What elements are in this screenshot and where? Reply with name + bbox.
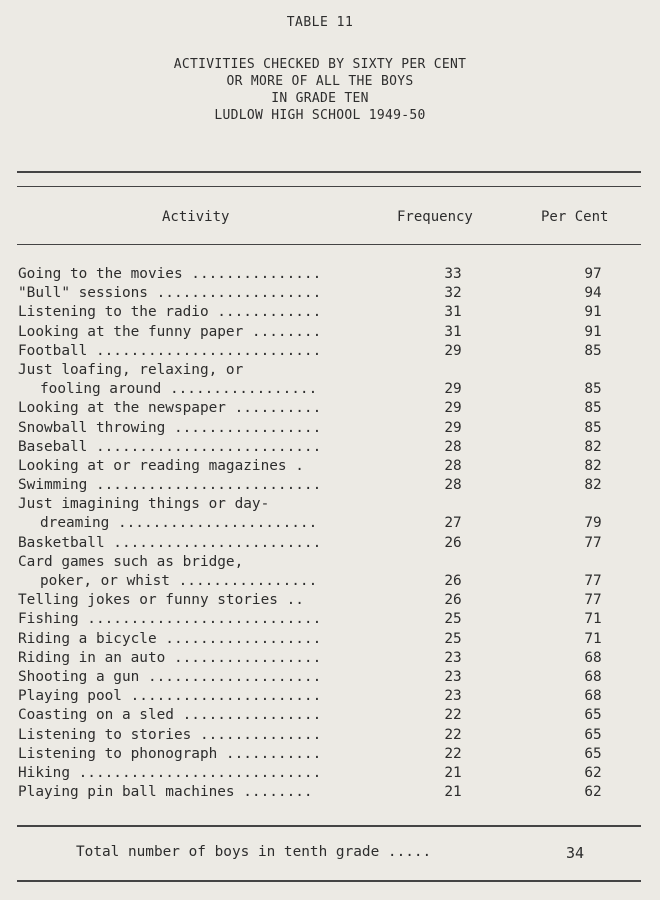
frequency-cell: 29 bbox=[444, 381, 462, 398]
total-label: Total number of boys in tenth grade ..... bbox=[76, 844, 432, 860]
table-row bbox=[18, 323, 638, 342]
activity-cell: Looking at the funny paper ........ bbox=[18, 323, 322, 340]
activity-cell: Riding in an auto ................. bbox=[18, 649, 322, 666]
percent-cell: 82 bbox=[584, 477, 602, 494]
top-rule bbox=[17, 171, 641, 173]
table-row bbox=[18, 438, 638, 457]
table-row bbox=[18, 591, 638, 610]
percent-cell: 91 bbox=[584, 304, 602, 321]
activity-cell: Listening to stories .............. bbox=[18, 726, 322, 743]
activity-cell: "Bull" sessions ................... bbox=[18, 285, 322, 302]
table-row bbox=[18, 745, 638, 764]
table-row bbox=[18, 553, 638, 572]
caption-line: ACTIVITIES CHECKED BY SIXTY PER CENT bbox=[173, 57, 467, 72]
frequency-cell: 33 bbox=[444, 266, 462, 282]
percent-cell: 62 bbox=[584, 764, 602, 781]
frequency-cell: 32 bbox=[444, 285, 462, 302]
table-row bbox=[18, 399, 638, 418]
activity-cell: Baseball .......................... bbox=[18, 438, 322, 455]
activity-cell: Listening to the radio ............ bbox=[18, 304, 322, 321]
table-row bbox=[18, 476, 638, 495]
activity-cell: Fishing ........................... bbox=[18, 611, 322, 628]
activity-cell: Riding a bicycle .................. bbox=[18, 630, 322, 647]
table-row bbox=[18, 265, 638, 284]
activity-cell: fooling around ................. bbox=[40, 381, 318, 398]
percent-cell: 77 bbox=[584, 534, 602, 551]
percent-cell: 85 bbox=[584, 419, 602, 436]
frequency-cell: 29 bbox=[444, 400, 462, 417]
percent-cell: 85 bbox=[584, 381, 602, 398]
frequency-cell: 25 bbox=[444, 611, 462, 628]
frequency-cell: 27 bbox=[444, 515, 462, 532]
table-row bbox=[18, 726, 638, 745]
final-rule bbox=[17, 880, 641, 882]
frequency-cell: 26 bbox=[444, 592, 462, 609]
percent-cell: 65 bbox=[584, 745, 602, 762]
activity-cell: Listening to phonograph ........... bbox=[18, 745, 322, 762]
frequency-cell: 22 bbox=[444, 745, 462, 762]
total-value: 34 bbox=[566, 844, 585, 862]
table-caption bbox=[0, 56, 640, 124]
activity-cell: Football .......................... bbox=[18, 342, 322, 359]
table-row bbox=[18, 284, 638, 303]
percent-cell: 62 bbox=[584, 784, 602, 801]
header-percent: Per Cent bbox=[541, 209, 609, 225]
activity-cell: Coasting on a sled ................ bbox=[18, 707, 322, 724]
table-row bbox=[18, 495, 638, 514]
percent-cell: 65 bbox=[584, 726, 602, 743]
frequency-cell: 29 bbox=[444, 419, 462, 436]
frequency-cell: 28 bbox=[444, 438, 462, 455]
activity-cell: Hiking ............................ bbox=[18, 764, 322, 781]
header-rule bbox=[17, 244, 641, 245]
table-number: TABLE 11 bbox=[286, 15, 354, 30]
activity-cell: Playing pin ball machines ........ bbox=[18, 784, 313, 801]
frequency-cell: 21 bbox=[444, 764, 462, 781]
percent-cell: 85 bbox=[584, 400, 602, 417]
frequency-cell: 31 bbox=[444, 323, 462, 340]
frequency-cell: 26 bbox=[444, 573, 462, 589]
caption-line: LUDLOW HIGH SCHOOL 1949-50 bbox=[214, 108, 426, 123]
activity-cell: Card games such as bridge, bbox=[18, 553, 244, 570]
activity-cell: Looking at the newspaper .......... bbox=[18, 400, 322, 417]
percent-cell: 94 bbox=[584, 285, 602, 302]
activity-cell: Playing pool ...................... bbox=[18, 688, 322, 705]
activity-cell: Basketball ........................ bbox=[18, 534, 322, 551]
table-row bbox=[18, 419, 638, 438]
percent-cell: 91 bbox=[584, 323, 602, 340]
frequency-cell: 25 bbox=[444, 630, 462, 647]
frequency-cell: 31 bbox=[444, 304, 462, 321]
frequency-cell: 22 bbox=[444, 726, 462, 743]
percent-cell: 71 bbox=[584, 611, 602, 628]
table-row bbox=[18, 534, 638, 553]
activity-cell: Looking at or reading magazines . bbox=[18, 457, 304, 474]
table-row bbox=[18, 380, 638, 399]
percent-cell: 82 bbox=[584, 457, 602, 474]
table-body bbox=[18, 265, 638, 802]
header-activity: Activity bbox=[162, 209, 230, 225]
activity-cell: Going to the movies ............... bbox=[18, 266, 322, 282]
percent-cell: 97 bbox=[584, 266, 602, 282]
table-row bbox=[18, 342, 638, 361]
percent-cell: 71 bbox=[584, 630, 602, 647]
frequency-cell: 26 bbox=[444, 534, 462, 551]
frequency-cell: 23 bbox=[444, 688, 462, 705]
activity-cell: poker, or whist ................ bbox=[40, 573, 318, 589]
percent-cell: 65 bbox=[584, 707, 602, 724]
table-row bbox=[18, 361, 638, 380]
percent-cell: 85 bbox=[584, 342, 602, 359]
bottom-rule bbox=[17, 825, 641, 827]
activity-cell: Snowball throwing ................. bbox=[18, 419, 322, 436]
percent-cell: 82 bbox=[584, 438, 602, 455]
table-row bbox=[18, 572, 638, 591]
table-row bbox=[18, 649, 638, 668]
top-rule-second bbox=[17, 186, 641, 187]
percent-cell: 68 bbox=[584, 688, 602, 705]
percent-cell: 68 bbox=[584, 668, 602, 685]
percent-cell: 68 bbox=[584, 649, 602, 666]
caption-line: IN GRADE TEN bbox=[271, 91, 369, 106]
activity-cell: Just loafing, relaxing, or bbox=[18, 361, 244, 378]
header-frequency: Frequency bbox=[397, 209, 473, 225]
percent-cell: 79 bbox=[584, 515, 602, 532]
activity-cell: Swimming .......................... bbox=[18, 477, 322, 494]
frequency-cell: 21 bbox=[444, 784, 462, 801]
frequency-cell: 28 bbox=[444, 477, 462, 494]
frequency-cell: 28 bbox=[444, 457, 462, 474]
frequency-cell: 29 bbox=[444, 342, 462, 359]
table-row bbox=[18, 764, 638, 783]
table-row bbox=[18, 303, 638, 322]
percent-cell: 77 bbox=[584, 573, 602, 589]
frequency-cell: 23 bbox=[444, 649, 462, 666]
caption-line: OR MORE OF ALL THE BOYS bbox=[226, 74, 414, 89]
table-row bbox=[18, 514, 638, 533]
percent-cell: 77 bbox=[584, 592, 602, 609]
table-row bbox=[18, 457, 638, 476]
table-row bbox=[18, 610, 638, 629]
activity-cell: Telling jokes or funny stories .. bbox=[18, 592, 304, 609]
table-row bbox=[18, 668, 638, 687]
frequency-cell: 23 bbox=[444, 668, 462, 685]
table-row bbox=[18, 630, 638, 649]
table-row bbox=[18, 706, 638, 725]
activity-cell: Shooting a gun .................... bbox=[18, 668, 322, 685]
table-row bbox=[18, 783, 638, 802]
activity-cell: dreaming ....................... bbox=[40, 515, 318, 532]
frequency-cell: 22 bbox=[444, 707, 462, 724]
activity-cell: Just imagining things or day- bbox=[18, 496, 270, 513]
table-row bbox=[18, 687, 638, 706]
